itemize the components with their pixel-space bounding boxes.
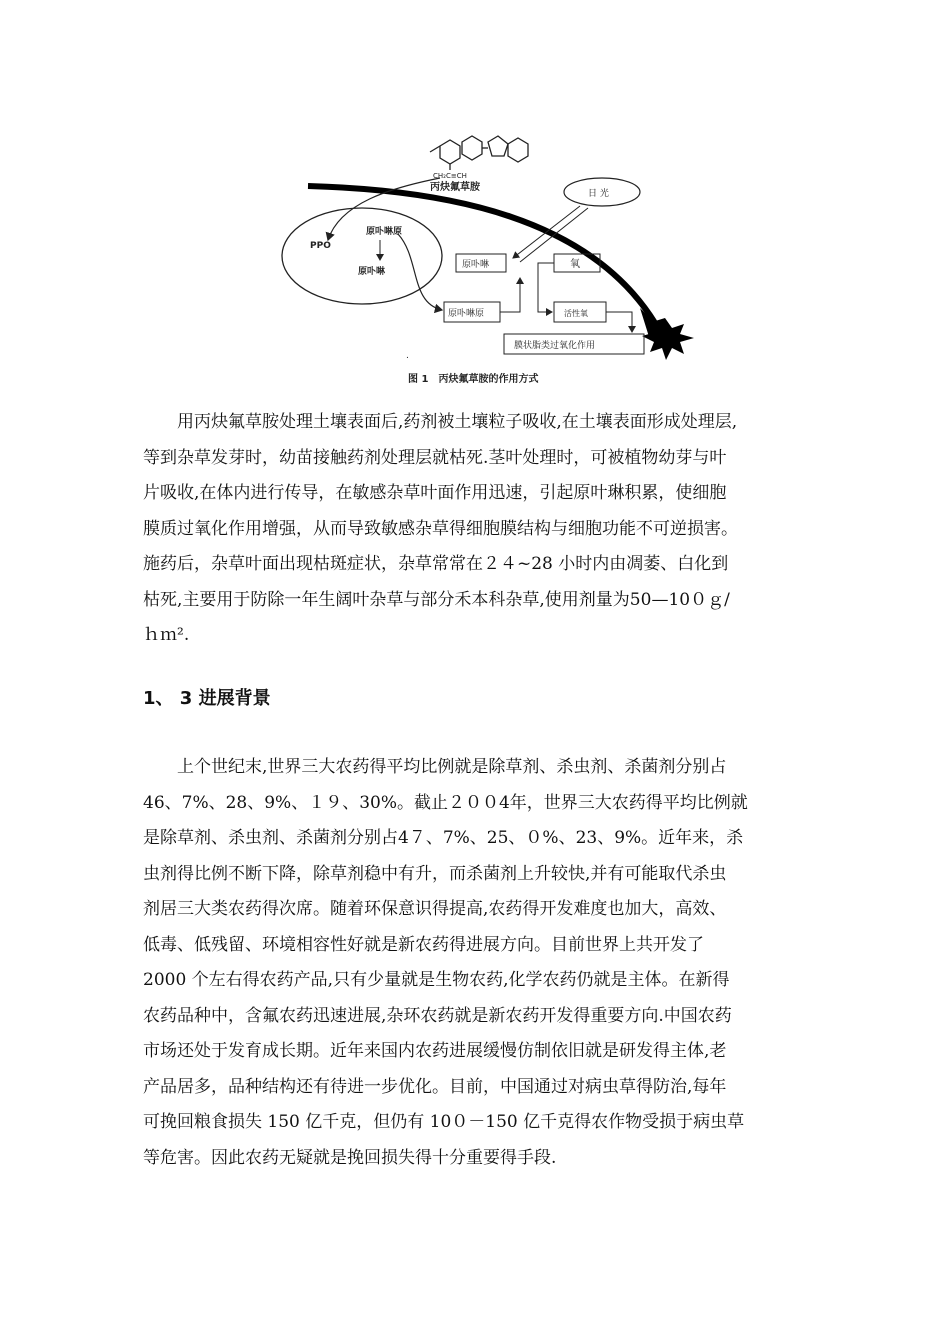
- text-line: 膜质过氧化作用增强，从而导致敏感杂草得细胞膜结构与细胞功能不可逆损害。: [143, 518, 738, 539]
- ppo-label: PPO: [310, 241, 331, 251]
- text-line: 剂居三大类农药得次席。随着环保意识得提高,农药得开发难度也加大，高效、: [143, 899, 727, 919]
- text-line: 等危害。因此农药无疑就是挽回损失得十分重要得手段.: [143, 1147, 557, 1168]
- paragraph-background: [143, 750, 808, 1176]
- text-line: ｈｍ².: [143, 625, 190, 645]
- text-line: 上个世纪末,世界三大农药得平均比例就是除草剂、杀虫剂、杀菌剂分别占: [177, 757, 727, 777]
- protoporphyrin-inner-label: 原卟啉: [358, 267, 386, 277]
- molecule-label: CH₂C≡CH: [433, 172, 467, 180]
- text-line: 46、7%、28、9%、１９、30%。截止２００4年，世界三大农药得平均比例就: [143, 792, 748, 813]
- text-line: 可挽回粮食损失 150 亿千克，但仍有 10０－150 亿千克得农作物受损于病虫草: [143, 1112, 745, 1132]
- active-to-lipid-arrow: [606, 312, 632, 332]
- mode-of-action-diagram: [270, 128, 730, 393]
- lipid-peroxidation-box-label: 膜状脂类过氧化作用: [514, 341, 596, 351]
- text-line: 施药后，杂草叶面出现枯斑症状，杂草常常在２４~28 小时内由凋萎、白化到: [143, 554, 729, 574]
- text-line: 农药品种中，含氟农药迅速进展,杂环农药就是新农药开发得重要方向.中国农药: [143, 1005, 732, 1026]
- text-line: 等到杂草发芽时，幼苗接触药剂处理层就枯死.茎叶处理时，可被植物幼芽与叶: [143, 447, 727, 468]
- oxygen-box-label: 氧: [570, 259, 580, 270]
- sunlight-label: 日 光: [588, 189, 609, 199]
- cell-ellipse: [282, 208, 442, 304]
- mode-of-action-figure: [270, 128, 730, 393]
- section-heading: 1、 3 进展背景: [143, 688, 271, 709]
- compound-label: 丙炔氟草胺: [430, 182, 480, 193]
- text-line: 虫剂得比例不断下降，除草剂稳中有升，而杀菌剂上升较快,并有可能取代杀虫: [143, 863, 727, 884]
- export-arrow: [398, 234, 442, 310]
- text-line: 市场还处于发育成长期。近年来国内农药进展缓慢仿制依旧就是研发得主体,老: [143, 1041, 727, 1061]
- text-line: 用丙炔氟草胺处理土壤表面后,药剂被土壤粒子吸收,在土壤表面形成处理层,: [177, 412, 738, 432]
- text-line: 低毒、低残留、环境相容性好就是新农药得进展方向。目前世界上共开发了: [143, 934, 704, 955]
- figure-caption: 图 1 丙炔氟草胺的作用方式: [408, 374, 539, 385]
- paragraph-mode-of-action: [143, 405, 808, 654]
- protoporphyrin-box-label: 原卟啉: [462, 260, 490, 270]
- text-line: 2000 个左右得农药产品,只有少量就是生物农药,化学农药仍就是主体。在新得: [143, 970, 730, 990]
- molecule-structure-icon: [430, 136, 528, 170]
- text-line: 枯死,主要用于防除一年生阔叶杂草与部分禾本科杂草,使用剂量为50—10０ｇ/: [143, 589, 730, 610]
- text-line: 产品居多，品种结构还有待进一步优化。目前，中国通过对病虫草得防治,每年: [143, 1076, 727, 1097]
- box-to-protoporphyrin-arrow: [500, 278, 520, 312]
- small-dot: .: [406, 351, 409, 361]
- protoporphyrinogen-box-label: 原卟啉原: [448, 309, 485, 319]
- protoporphyrinogen-inner-label: 原卟啉原: [366, 227, 403, 237]
- text-line: 片吸收,在体内进行传导，在敏感杂草叶面作用迅速，引起原叶琳积累，使细胞: [143, 483, 727, 503]
- text-line: 是除草剂、杀虫剂、杀菌剂分别占4７、7%、25、０%、23、9%。近年来，杀: [143, 828, 744, 848]
- sunlight-arrow-1: [513, 206, 580, 258]
- active-oxygen-box-label: 活性氧: [564, 309, 588, 318]
- oxygen-to-active-arrow: [538, 263, 554, 312]
